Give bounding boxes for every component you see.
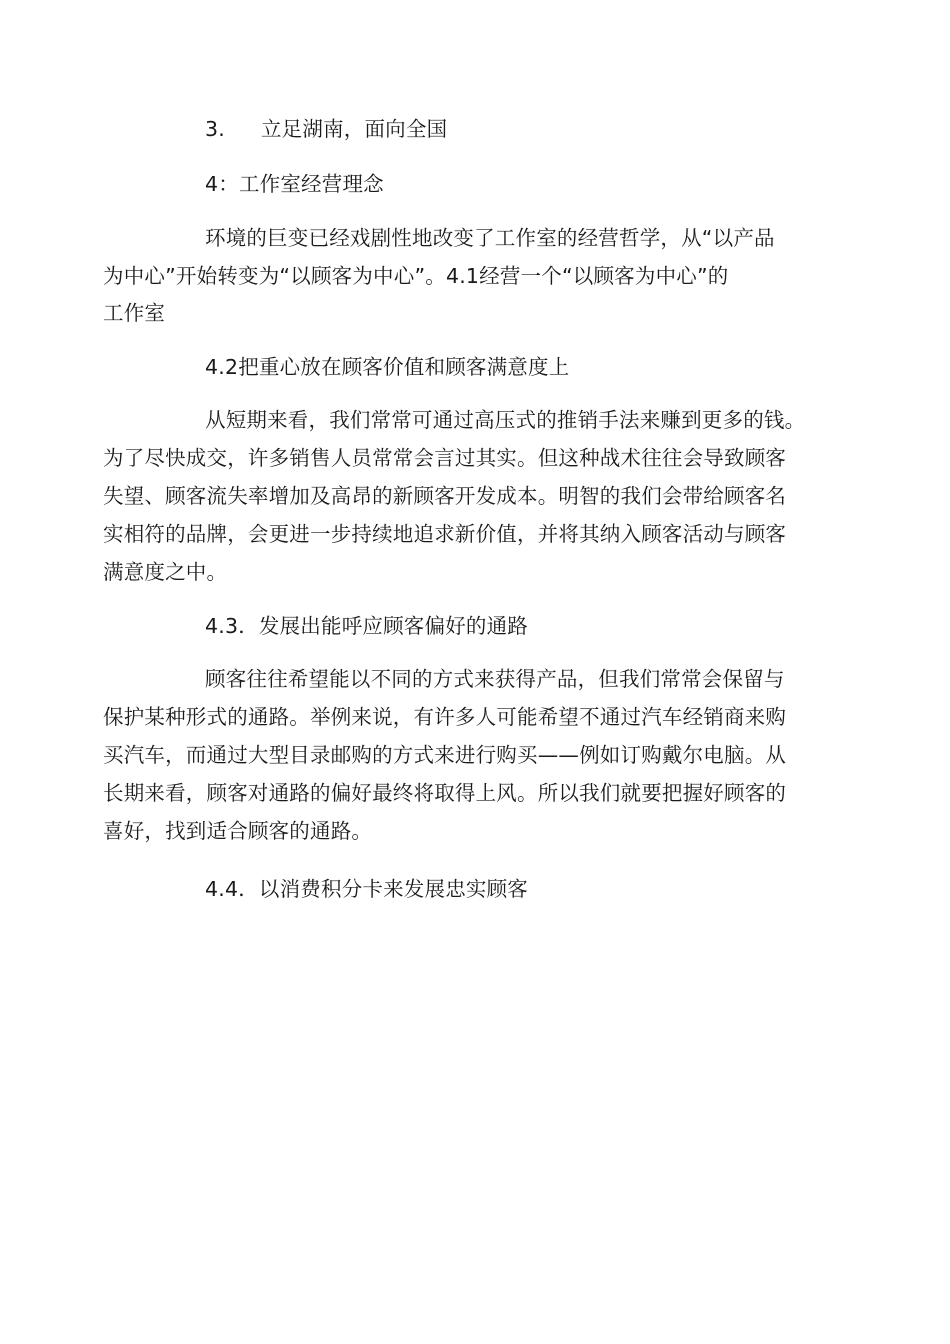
heading-4-4: 4.4．以消费积分卡来发展忠实顾客	[205, 877, 529, 901]
paragraph-2-line-3: 失望、顾客流失率增加及高昂的新顾客开发成本。明智的我们会带给顾客名	[103, 484, 787, 508]
paragraph-2-line-2: 为了尽快成交，许多销售人员常常会言过其实。但这种战术往往会导致顾客	[103, 446, 787, 470]
paragraph-3-line-1: 顾客往往希望能以不同的方式来获得产品，但我们常常会保留与	[205, 667, 785, 691]
paragraph-2-line-5: 满意度之中。	[103, 560, 228, 584]
item-3-number: 3.	[205, 117, 225, 141]
heading-4: 4：工作室经营理念	[205, 172, 384, 196]
paragraph-3-line-4: 长期来看，顾客对通路的偏好最终将取得上风。所以我们就要把握好顾客的	[103, 781, 787, 805]
heading-4-2: 4.2把重心放在顾客价值和顾客满意度上	[205, 355, 570, 379]
paragraph-1-line-3: 工作室	[103, 301, 166, 325]
paragraph-3-line-3: 买汽车，而通过大型目录邮购的方式来进行购买——例如订购戴尔电脑。从	[103, 743, 787, 767]
paragraph-3-line-2: 保护某种形式的通路。举例来说，有许多人可能希望不通过汽车经销商来购	[103, 705, 787, 729]
heading-4-3: 4.3．发展出能呼应顾客偏好的通路	[205, 614, 529, 638]
paragraph-2-line-1: 从短期来看，我们常常可通过高压式的推销手法来赚到更多的钱。	[205, 408, 806, 432]
paragraph-2-line-4: 实相符的品牌，会更进一步持续地追求新价值，并将其纳入顾客活动与顾客	[103, 522, 787, 546]
paragraph-3-line-5: 喜好，找到适合顾客的通路。	[103, 819, 373, 843]
paragraph-1-line-1: 环境的巨变已经戏剧性地改变了工作室的经营哲学，从“以产品	[205, 226, 775, 250]
paragraph-1-line-2: 为中心”开始转变为“以顾客为中心”。4.1经营一个“以顾客为中心”的	[103, 264, 729, 288]
item-3-text: 立足湖南，面向全国	[260, 117, 448, 141]
item-3	[205, 115, 950, 143]
